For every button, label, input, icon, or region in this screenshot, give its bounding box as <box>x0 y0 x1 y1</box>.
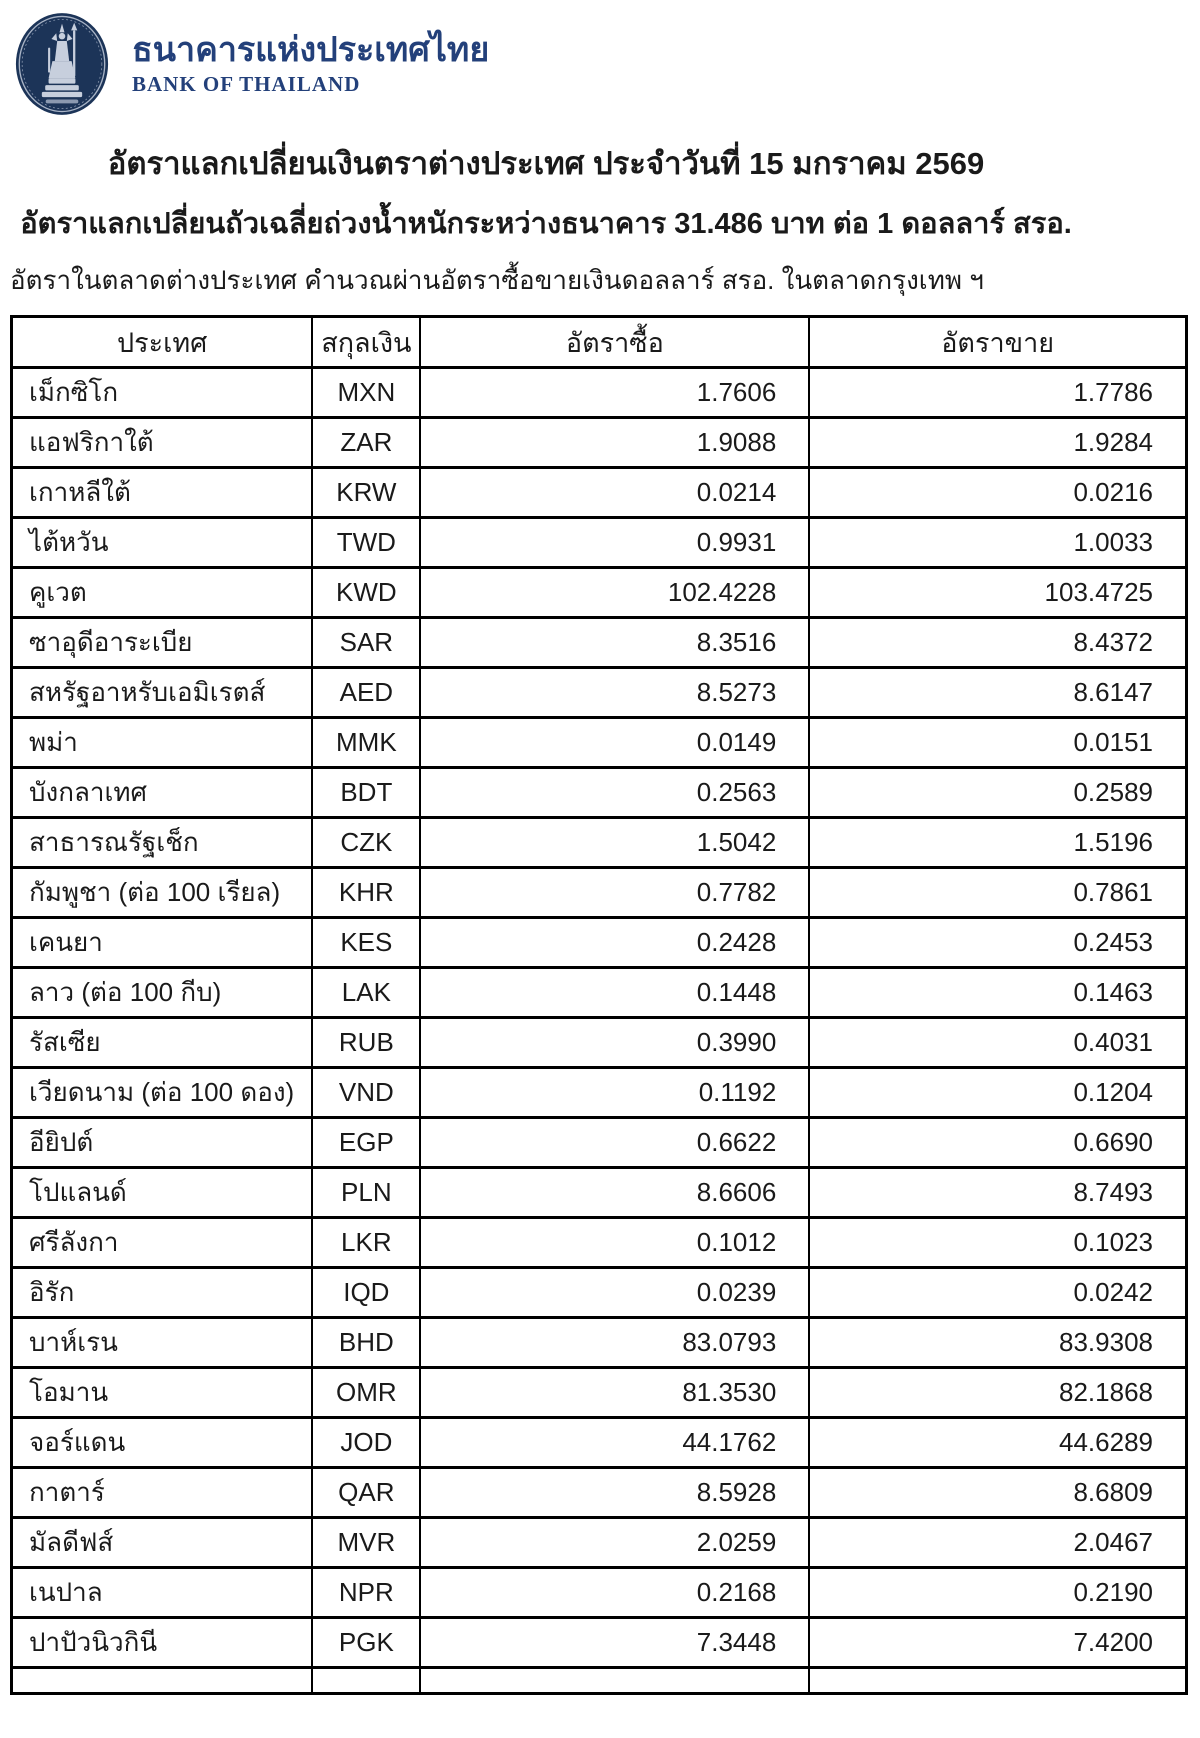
table-header-row <box>12 317 1187 368</box>
cell-country: อิรัก <box>12 1268 313 1318</box>
cell-sell: 0.2453 <box>809 918 1186 968</box>
table-row <box>12 468 1187 518</box>
cell-buy: 8.6606 <box>420 1168 809 1218</box>
cell-sell: 7.4200 <box>809 1618 1186 1668</box>
cell-code: CZK <box>312 818 420 868</box>
cell-code: MXN <box>312 368 420 418</box>
bank-name-thai: ธนาคารแห่งประเทศไทย <box>132 30 490 69</box>
cell-country: โปแลนด์ <box>12 1168 313 1218</box>
table-row <box>12 1318 1187 1368</box>
cell-sell: 8.6809 <box>809 1468 1186 1518</box>
table-row <box>12 518 1187 568</box>
cell-sell: 0.0151 <box>809 718 1186 768</box>
cell-buy: 81.3530 <box>420 1368 809 1418</box>
table-row <box>12 1568 1187 1618</box>
cell-sell: 1.7786 <box>809 368 1186 418</box>
cell-sell: 8.4372 <box>809 618 1186 668</box>
cell-code: AED <box>312 668 420 718</box>
cell-buy: 1.7606 <box>420 368 809 418</box>
cell-country: ซาอุดีอาระเบีย <box>12 618 313 668</box>
cell-country: ลาว (ต่อ 100 กีบ) <box>12 968 313 1018</box>
cell-buy: 0.2428 <box>420 918 809 968</box>
column-header-sell-rate: อัตราขาย <box>809 317 1186 368</box>
foreign-market-note: อัตราในตลาดต่างประเทศ คำนวณผ่านอัตราซื้อขายเงินดอลลาร์ สรอ. ในตลาดกรุงเทพ ฯ <box>10 265 984 295</box>
cell-country: โอมาน <box>12 1368 313 1418</box>
cell-buy: 7.3448 <box>420 1618 809 1668</box>
table-row <box>12 768 1187 818</box>
table-row <box>12 1118 1187 1168</box>
cell-code: KRW <box>312 468 420 518</box>
cell-sell: 0.2589 <box>809 768 1186 818</box>
cell-country: จอร์แดน <box>12 1418 313 1468</box>
cell-sell: 2.0467 <box>809 1518 1186 1568</box>
table-row <box>12 1218 1187 1268</box>
table-row <box>12 1418 1187 1468</box>
cell-buy: 0.1448 <box>420 968 809 1018</box>
cell-code: LAK <box>312 968 420 1018</box>
cell-code: RUB <box>312 1018 420 1068</box>
cell-buy: 0.7782 <box>420 868 809 918</box>
bank-header <box>0 0 1200 118</box>
cell-country: แอฟริกาใต้ <box>12 418 313 468</box>
cell-buy: 0.1192 <box>420 1068 809 1118</box>
cell-buy: 0.2563 <box>420 768 809 818</box>
cell-buy: 0.0149 <box>420 718 809 768</box>
cell-code: OMR <box>312 1368 420 1418</box>
cell-country: ปาปัวนิวกินี <box>12 1618 313 1668</box>
cell-sell: 1.9284 <box>809 418 1186 468</box>
cell-sell: 83.9308 <box>809 1318 1186 1368</box>
cell-buy: 44.1762 <box>420 1418 809 1468</box>
cell-buy: 8.3516 <box>420 618 809 668</box>
table-row <box>12 718 1187 768</box>
cell-code: SAR <box>312 618 420 668</box>
cell-code: KHR <box>312 868 420 918</box>
cell-country: เนปาล <box>12 1568 313 1618</box>
cell-buy: 0.0239 <box>420 1268 809 1318</box>
table-row <box>12 368 1187 418</box>
cell-sell: 8.6147 <box>809 668 1186 718</box>
cell-buy: 0.3990 <box>420 1018 809 1068</box>
cell-code: LKR <box>312 1218 420 1268</box>
cell-country: กาตาร์ <box>12 1468 313 1518</box>
cell-sell: 0.7861 <box>809 868 1186 918</box>
cell-code: MMK <box>312 718 420 768</box>
cell-code: KES <box>312 918 420 968</box>
cell-sell: 0.2190 <box>809 1568 1186 1618</box>
cell-country: มัลดีฟส์ <box>12 1518 313 1568</box>
cell-empty <box>809 1668 1186 1694</box>
table-row-cutoff <box>12 1668 1187 1694</box>
table-row <box>12 1618 1187 1668</box>
cell-country: เวียดนาม (ต่อ 100 ดอง) <box>12 1068 313 1118</box>
cell-buy: 0.2168 <box>420 1568 809 1618</box>
cell-sell: 0.0216 <box>809 468 1186 518</box>
table-row <box>12 818 1187 868</box>
cell-buy: 0.1012 <box>420 1218 809 1268</box>
cell-empty <box>420 1668 809 1694</box>
cell-buy: 8.5273 <box>420 668 809 718</box>
table-row <box>12 618 1187 668</box>
cell-sell: 0.1204 <box>809 1068 1186 1118</box>
cell-code: MVR <box>312 1518 420 1568</box>
table-row <box>12 1068 1187 1118</box>
cell-code: VND <box>312 1068 420 1118</box>
cell-code: PLN <box>312 1168 420 1218</box>
cell-country: สหรัฐอาหรับเอมิเรตส์ <box>12 668 313 718</box>
table-row <box>12 568 1187 618</box>
cell-country: คูเวต <box>12 568 313 618</box>
weighted-average-rate-line: อัตราแลกเปลี่ยนถัวเฉลี่ยถ่วงน้ำหนักระหว่างธนาคาร 31.486 บาท ต่อ 1 ดอลลาร์ สรอ. <box>20 208 1072 240</box>
cell-sell: 103.4725 <box>809 568 1186 618</box>
cell-sell: 1.5196 <box>809 818 1186 868</box>
cell-buy: 0.0214 <box>420 468 809 518</box>
cell-code: IQD <box>312 1268 420 1318</box>
table-row <box>12 418 1187 468</box>
cell-sell: 0.0242 <box>809 1268 1186 1318</box>
cell-country: สาธารณรัฐเช็ก <box>12 818 313 868</box>
cell-buy: 0.9931 <box>420 518 809 568</box>
cell-code: KWD <box>312 568 420 618</box>
title-block <box>0 138 1092 246</box>
cell-country: ศรีลังกา <box>12 1218 313 1268</box>
cell-sell: 44.6289 <box>809 1418 1186 1468</box>
cell-code: QAR <box>312 1468 420 1518</box>
cell-country: บังกลาเทศ <box>12 768 313 818</box>
cell-buy: 0.6622 <box>420 1118 809 1168</box>
column-header-country: ประเทศ <box>12 317 313 368</box>
cell-country: เคนยา <box>12 918 313 968</box>
cell-sell: 0.4031 <box>809 1018 1186 1068</box>
cell-country: เม็กซิโก <box>12 368 313 418</box>
cell-code: NPR <box>312 1568 420 1618</box>
table-row <box>12 1018 1187 1068</box>
cell-country: รัสเซีย <box>12 1018 313 1068</box>
page-title: อัตราแลกเปลี่ยนเงินตราต่างประเทศ ประจำวันที่ 15 มกราคม 2569 <box>107 146 985 181</box>
cell-sell: 0.1023 <box>809 1218 1186 1268</box>
bank-of-thailand-logo-icon <box>14 11 110 117</box>
column-header-currency: สกุลเงิน <box>312 317 420 368</box>
cell-buy: 8.5928 <box>420 1468 809 1518</box>
cell-empty <box>12 1668 313 1694</box>
cell-empty <box>312 1668 420 1694</box>
cell-sell: 0.6690 <box>809 1118 1186 1168</box>
cell-country: อียิปต์ <box>12 1118 313 1168</box>
cell-buy: 2.0259 <box>420 1518 809 1568</box>
cell-sell: 8.7493 <box>809 1168 1186 1218</box>
cell-code: BDT <box>312 768 420 818</box>
table-row <box>12 1268 1187 1318</box>
cell-code: ZAR <box>312 418 420 468</box>
cell-country: พม่า <box>12 718 313 768</box>
cell-code: PGK <box>312 1618 420 1668</box>
cell-code: EGP <box>312 1118 420 1168</box>
cell-sell: 0.1463 <box>809 968 1186 1018</box>
table-row <box>12 918 1187 968</box>
exchange-rate-table <box>10 315 1188 1695</box>
cell-country: กัมพูชา (ต่อ 100 เรียล) <box>12 868 313 918</box>
table-row <box>12 1468 1187 1518</box>
table-row <box>12 1518 1187 1568</box>
table-row <box>12 1368 1187 1418</box>
cell-sell: 1.0033 <box>809 518 1186 568</box>
cell-code: JOD <box>312 1418 420 1468</box>
cell-country: บาห์เรน <box>12 1318 313 1368</box>
cell-country: ไต้หวัน <box>12 518 313 568</box>
bank-name-english: BANK OF THAILAND <box>132 72 361 97</box>
cell-sell: 82.1868 <box>809 1368 1186 1418</box>
table-row <box>12 968 1187 1018</box>
cell-code: TWD <box>312 518 420 568</box>
cell-code: BHD <box>312 1318 420 1368</box>
bank-names <box>132 31 489 97</box>
column-header-buy-rate: อัตราซื้อ <box>420 317 809 368</box>
cell-buy: 102.4228 <box>420 568 809 618</box>
cell-buy: 83.0793 <box>420 1318 809 1368</box>
cell-buy: 1.9088 <box>420 418 809 468</box>
cell-country: เกาหลีใต้ <box>12 468 313 518</box>
table-row <box>12 1168 1187 1218</box>
table-row <box>12 868 1187 918</box>
table-row <box>12 668 1187 718</box>
cell-buy: 1.5042 <box>420 818 809 868</box>
